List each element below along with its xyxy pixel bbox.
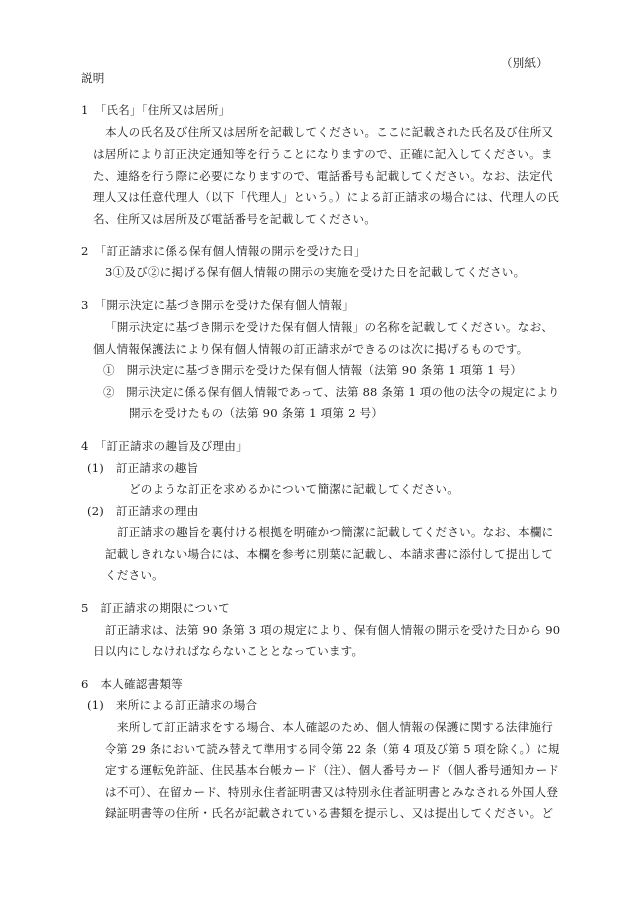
- section-4-subheading: (2) 訂正請求の理由: [87, 504, 199, 518]
- section-3-line: 「開示決定に基づき開示を受けた保有個人情報」の名称を記載してください。なお、: [105, 320, 554, 334]
- section-2-line: 3①及び②に掲げる保有個人情報の開示の実施を受けた日を記載してください。: [105, 265, 526, 279]
- section-6-line: 来所して訂正請求をする場合、本人確認のため、個人情報の保護に関する法律施行: [117, 720, 553, 734]
- section-1-line: 本人の氏名及び住所又は居所を記載してください。ここに記載された氏名及び住所又: [105, 125, 554, 139]
- section-1-line: た、連絡を行う際に必要になりますので、電話番号も記載してください。なお、法定代: [93, 169, 553, 183]
- section-6-line: は不可）、在留カード、特別永住者証明書又は特別永住者証明書とみなされる外国人登: [105, 785, 559, 799]
- section-4-subheading: (1) 訂正請求の趣旨: [87, 461, 199, 475]
- section-6-line: 定する運転免許証、住民基本台帳カード（注）、個人番号カード（個人番号通知カード: [105, 763, 560, 777]
- section-1-line: 理人又は任意代理人（以下「代理人」という。）による訂正請求の場合には、代理人の氏: [93, 190, 559, 204]
- attachment-label: （別紙）: [500, 56, 548, 70]
- section-1-line: 名、住所又は居所及び電話番号を記載してください。: [93, 212, 377, 226]
- section-5-heading: 5 訂正請求の期限について: [81, 601, 230, 615]
- document-title: 説明: [81, 71, 105, 85]
- section-3-heading: 3 「開示決定に基づき開示を受けた保有個人情報」: [81, 298, 355, 312]
- section-3-line: 個人情報保護法により保有個人情報の訂正請求ができるのは次に掲げるものです。: [93, 342, 529, 356]
- section-3-list-item: ② 開示決定に係る保有個人情報であって、法第 88 条第 1 項の他の法令の規定により: [103, 385, 560, 399]
- section-6-line: 令第 29 条において読み替えて準用する同令第 22 条（第 4 項及び第 5 項を除く。）に規: [105, 742, 560, 756]
- section-4-line: 記載しきれない場合には、本欄を参考に別葉に記載し、本請求書に添付して提出して: [105, 547, 554, 561]
- section-2-heading: 2 「訂正請求に係る保有個人情報の開示を受けた日」: [81, 244, 366, 258]
- section-3-list-item: 開示を受けたもの（法第 90 条第 1 項第 2 号）: [129, 406, 384, 420]
- section-6-subheading: (1) 来所による訂正請求の場合: [87, 698, 258, 712]
- section-3-list-item: ① 開示決定に基づき開示を受けた保有個人情報（法第 90 条第 1 項第 1 号）: [103, 363, 523, 377]
- section-4-line: どのような訂正を求めるかについて簡潔に記載してください。: [129, 482, 459, 496]
- section-5-line: 訂正請求は、法第 90 条第 3 項の規定により、保有個人情報の開示を受けた日から 90: [105, 623, 561, 637]
- section-1-heading: 1 「氏名」「住所又は居所」: [81, 103, 231, 117]
- section-4-line: ください。: [105, 568, 164, 582]
- section-4-line: 訂正請求の趣旨を裏付ける根拠を明確かつ簡潔に記載してください。なお、本欄に: [117, 525, 554, 539]
- section-5-line: 日以内にしなければならないこととなっています。: [93, 644, 364, 658]
- section-4-heading: 4 「訂正請求の趣旨及び理由」: [81, 439, 248, 453]
- section-6-heading: 6 本人確認書類等: [81, 677, 183, 691]
- section-1-line: は居所により訂正決定通知等を行うことになりますので、正確に記入してください。ま: [93, 147, 553, 161]
- section-6-line: 録証明書等の住所・氏名が記載されている書類を提示し、又は提出してください。ど: [105, 806, 554, 820]
